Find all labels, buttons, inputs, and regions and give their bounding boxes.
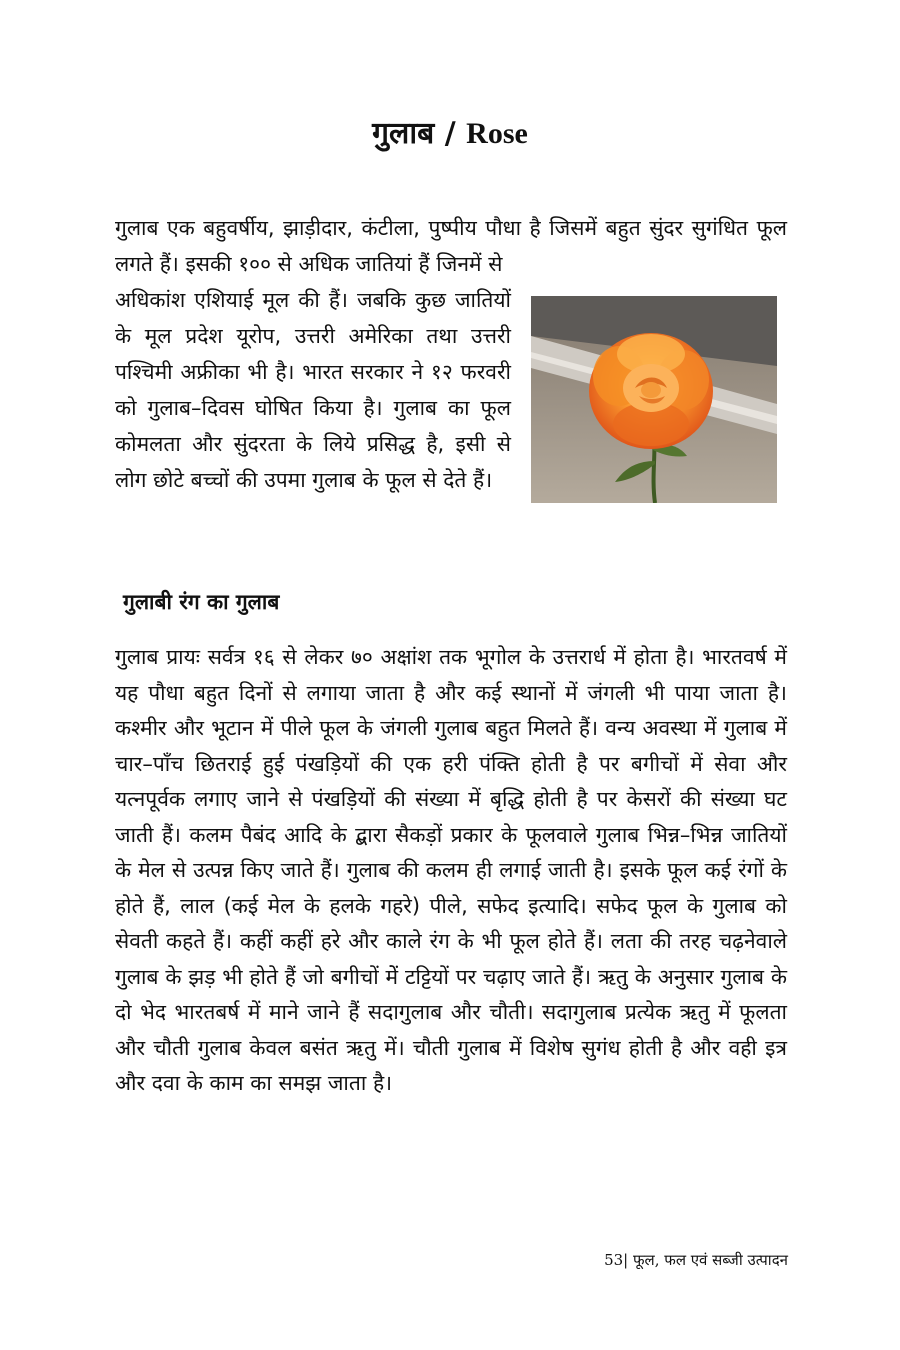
section-heading: गुलाबी रंग का गुलाब	[123, 590, 280, 614]
page-number: 53	[604, 1251, 624, 1269]
intro-paragraph-top: गुलाब एक बहुवर्षीय, झाड़ीदार, कंटीला, पुष्पीय पौधा है जिसमें बहुत सुंदर सुगंधित फूल लगते हैं। इसकी १०० से अधिक जातियां हैं जिनमें से	[115, 216, 787, 276]
page-title	[0, 112, 900, 156]
intro-paragraph-wrapped: अधिकांश एशियाई मूल की हैं। जबकि कुछ जातियों के मूल प्रदेश यूरोप, उत्तरी अमेरिका तथा उत्तरी पश्चिमी अफ्रीका भी है। भारत सरकार ने १२ फरवरी को गुलाब–दिवस घोषित किया है। गुलाब का फूल कोमलता और सुंदरता के लिये प्रसिद्ध है, इसी से लोग छोटे बच्चों की उपमा गुलाब के फूल से देते हैं।	[115, 288, 511, 492]
rose-photo	[531, 296, 777, 503]
page-footer	[604, 1248, 788, 1272]
title-english: Rose	[466, 117, 528, 150]
book-title: फूल, फल एवं सब्जी उत्पादन	[632, 1251, 788, 1269]
title-hindi: गुलाब	[372, 116, 435, 151]
section-body-paragraph: गुलाब प्रायः सर्वत्र १६ से लेकर ७० अक्षांश तक भूगोल के उत्तरार्ध में होता है। भारतवर्ष में यह पौधा बहुत दिनों से लगाया जाता है और कई स्थानों में जंगली भी पाया जाता है। कश्मीर और भूटान में पीले फूल के जंगली गुलाब बहुत मिलते हैं। वन्य अवस्था में गुलाब में चार–पाँच छितराई हुई पंखड़ियों की एक हरी पंक्ति होती है पर बगीचों में सेवा और यत्नपूर्वक लगाए जाने से पंखड़ियों की संख्या में बृद्धि होती है पर केसरों की संख्या घट जाती हैं। कलम पैबंद आदि के द्बारा सैकड़ों प्रकार के फूलवाले गुलाब भिन्न–भिन्न जातियों के मेल से उत्पन्न किए जाते हैं। गुलाब की कलम ही लगाई जाती है। इसके फूल कई रंगों के होते हैं, लाल (कई मेल के हलके गहरे) पीले, सफेद इत्यादि। सफेद फूल के गुलाब को सेवती कहते हैं। कहीं कहीं हरे और काले रंग के भी फूल होते हैं। लता की तरह चढ़नेवाले गुलाब के झड़ भी होते हैं जो बगीचों मेें टट्टियों पर चढ़ाए जाते हैं। ऋतु के अनुसार गुलाब के दो भेद भारतबर्ष में माने जाने हैं सदागुलाब और चौती। सदागुलाब प्रत्येक ऋतु में फूलता और चौती गुलाब केवल बसंत ऋतु में। चौती गुलाब में विशेष सुगंध होती है और वही इत्र और दवा के काम का समझ जाता है।	[115, 645, 787, 1095]
title-separator: /	[434, 116, 467, 151]
footer-separator: |	[623, 1251, 633, 1269]
